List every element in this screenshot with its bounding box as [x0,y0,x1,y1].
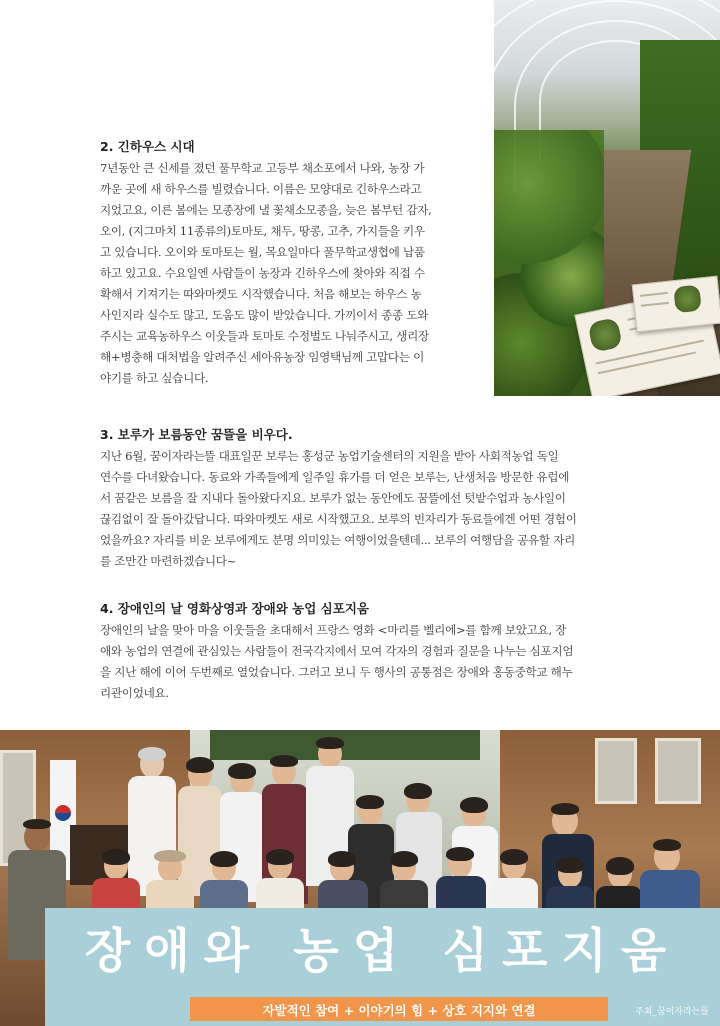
section-heading: 3. 보루가 보름동안 꿈뜰을 비우다. [100,427,293,442]
paragraph-line: 서 꿈같은 보름을 잘 지내다 돌아왔다지요. 보루가 없는 동안에도 꿈뜰에선 텃밭수업과 농사일이 [100,491,566,505]
paragraph-line: 었을까요? 자리를 비운 보루에게도 분명 의미있는 여행이었을텐데... 보루의 여행담을 공유할 자리 [100,533,576,547]
banner-host: 주최_꿈이자라는뜰 [635,1007,710,1017]
paragraph-line: 을 지난 해에 이어 두번째로 열었습니다. 그러고 보니 두 행사의 공통점은 장애와 홍동중학교 해누 [100,665,573,679]
paragraph-line: 끊김없이 잘 돌아갔답니다. 따와마켓도 새로 시작했고요. 보루의 빈자리가 동료들에겐 어떤 경험이 [100,512,577,526]
paragraph-line: 하고 있고요. 수요일엔 사람들이 농장과 긴하우스에 찾아와 직접 수 [100,266,425,280]
paragraph-line: 애와 농업의 연결에 관심있는 사람들이 전국각지에서 모여 각자의 경험과 질문을 나누는 심포지엄 [100,644,574,658]
banner-title: 장애와 농업 심포지움 [84,924,681,979]
section-heading: 2. 긴하우스 시대 [100,139,195,154]
banner-subtitle: 자발적인 참여 + 이야기의 힘 + 상호 지지와 연결 [262,1003,536,1018]
greenhouse-photo [494,0,720,396]
paragraph-line: 장애인의 날을 맞아 마을 이웃들을 초대해서 프랑스 영화 <마리를 벨리에>를 함께 보았고요, 장 [100,623,567,637]
paragraph-line: 지었고요, 이른 봄에는 모종장에 낼 꽃채소모종을, 늦은 봄부턴 감자, [100,203,432,217]
paragraph-line: 해+병충해 대처법을 알려주신 세아유농장 임영택님께 고맙다는 이 [100,350,425,364]
paragraph-line: 리관이었네요. [100,686,169,700]
paragraph-line: 연수를 다녀왔습니다. 동료와 가족들에게 일주일 휴가를 더 얻은 보루는, 난생처음 방문한 유럽에 [100,470,570,484]
paragraph-line: 사인지라 실수도 많고, 도움도 많이 받았습니다. 가끼이서 종종 도와 [100,308,429,322]
paragraph-line: 고 있습니다. 오이와 토마토는 월, 목요일마다 풀무학교생협에 납품 [100,245,425,259]
paragraph-line: 확해서 기져기는 따와마켓도 시작했습니다. 처음 해보는 하우스 농 [100,287,422,301]
paragraph-line: 주시는 교육농하우스 이웃들과 토마토 수정벌도 나눠주시고, 생리장 [100,329,429,343]
paragraph-line: 지난 6월, 꿈이자라는뜰 대표일꾼 보루는 홍성군 농업기술센터의 지원을 받아 사회적농업 독일 [100,449,559,463]
section-heading: 4. 장애인의 날 영화상영과 장애와 농업 심포지움 [100,601,369,616]
paragraph-line: 오이, (지그마치 11종류의)토마토, 채두, 땅콩, 고추, 가지들을 키우 [100,224,425,238]
paragraph-line: 까운 곳에 새 하우스를 빌렸습니다. 이름은 모양대로 긴하우스라고 [100,182,422,196]
symposium-banner [45,908,720,1026]
paragraph-line: 를 조만간 마련하겠습니다~ [100,554,237,568]
banner-subtitle-box [190,997,608,1021]
paragraph-line: 야기를 하고 싶습니다. [100,371,209,385]
paragraph-line: 7년동안 큰 신세를 졌던 풀무학교 고등부 채소포에서 나와, 농장 가 [100,161,425,175]
